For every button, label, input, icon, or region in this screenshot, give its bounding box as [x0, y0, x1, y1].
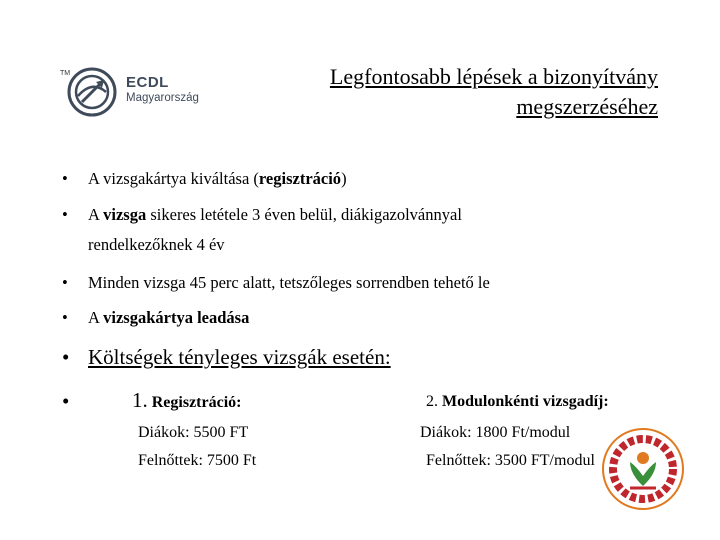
bullet-marker: •: [62, 389, 70, 413]
bullet-text: Minden vizsga 45 perc alatt, tetszőleges sorrendben tehető le: [88, 273, 490, 292]
bullet-item-costs: [62, 342, 662, 376]
cost-col-module-heading: 2. Modulonkénti vizsgadíj:: [426, 393, 609, 410]
cost-col-module-adults: Felnőttek: 3500 FT/modul: [426, 452, 595, 469]
bullet-text: A vizsga sikeres letétele 3 éven belül, diákigazolvánnyal rendelkezőknek 4 év: [88, 205, 462, 254]
ecdl-logo: [58, 62, 208, 122]
costs-heading: Költségek tényleges vizsgák esetén:: [88, 345, 391, 369]
bullet-marker: •: [62, 308, 68, 327]
bullet-item-card-return: [62, 303, 662, 333]
title-line-1: Legfontosabb lépések a bizonyítvány: [329, 64, 658, 89]
bullet-marker: •: [62, 205, 68, 224]
cost-col-registration-adults: Felnőttek: 7500 Ft: [138, 452, 257, 469]
bullet-item-exam: [62, 200, 662, 260]
bullet-item-registration: [62, 164, 662, 194]
bullet-item-duration: [62, 268, 662, 298]
bullet-marker: •: [62, 169, 68, 188]
bullet-marker: •: [62, 273, 68, 292]
title-line-2: megszerzéséhez: [516, 94, 658, 119]
bullet-text: A vizsgakártya kiváltása (regisztráció): [88, 169, 347, 188]
cost-col-module-students: Diákok: 1800 Ft/modul: [420, 424, 571, 441]
slide-title: [188, 62, 658, 122]
cost-col-registration-heading: 1. Regisztráció:: [132, 388, 242, 412]
bullet-text: A vizsgakártya leadása: [88, 308, 250, 327]
cost-col-registration-students: Diákok: 5500 FT: [138, 424, 249, 441]
trademark-mark: TM: [60, 70, 71, 77]
school-emblem-icon: [600, 426, 686, 512]
logo-brand: ECDL: [126, 74, 169, 91]
ecdl-globe-icon: [66, 66, 118, 118]
logo-country: Magyarország: [126, 92, 199, 104]
bullet-marker: •: [62, 345, 70, 369]
